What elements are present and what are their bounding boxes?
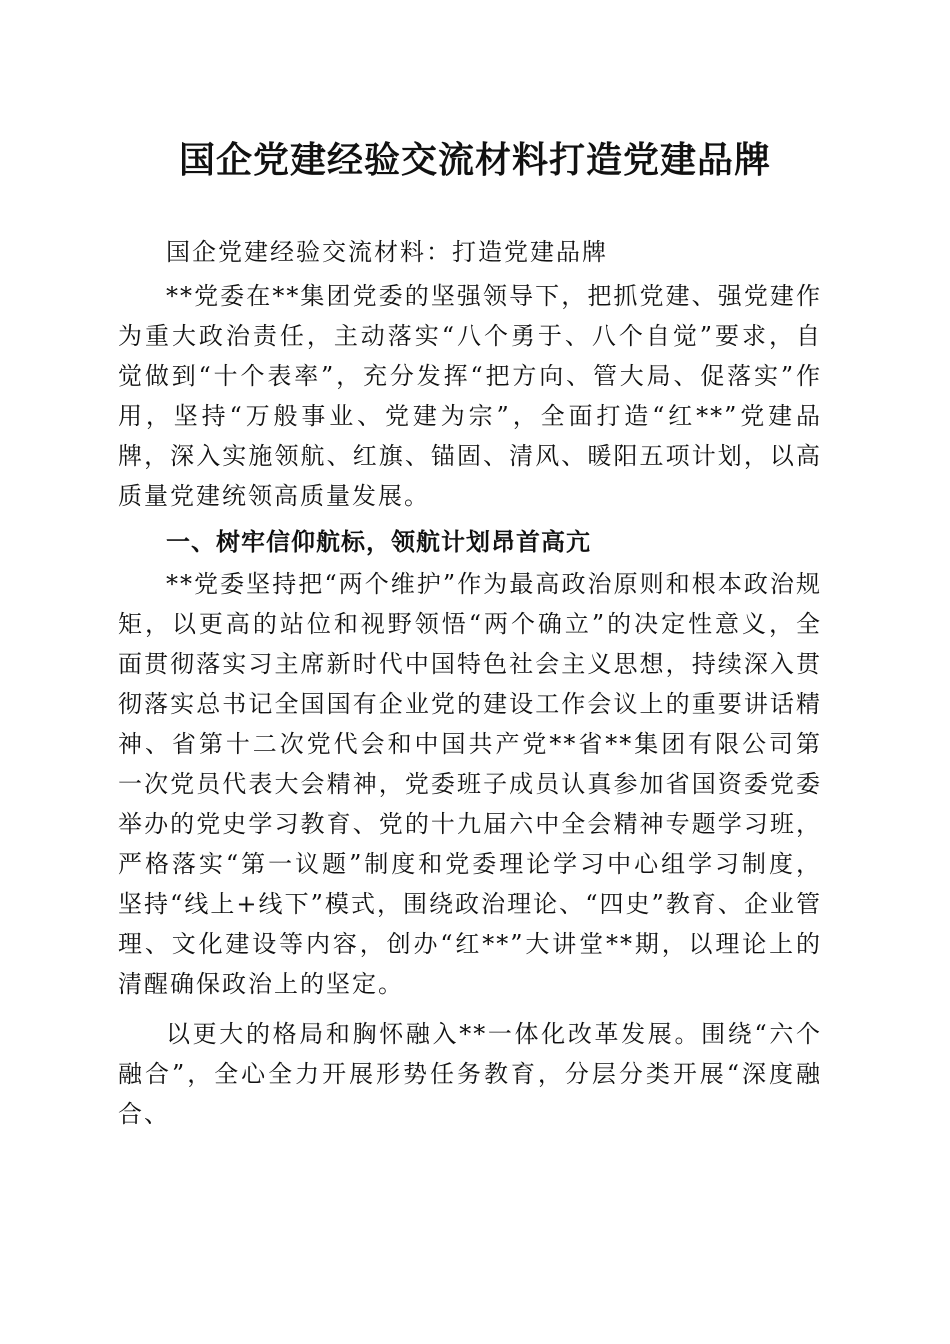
document-title: 国企党建经验交流材料打造党建品牌 [178,139,771,181]
intro-paragraph: **党委在**集团党委的坚强领导下，把抓党建、强党建作为重大政治责任，主动落实“八个勇于、八个自觉”要求，自觉做到“十个表率”，充分发挥“把方向、管大局、促落实”作用，坚持“万般事业、党建为宗”，全面打造“红**”党建品牌，深入实施领航、红旗、锚固、清风、暖阳五项计划，以高质量党建统领高质量发展。 [118,282,822,510]
document-body [118,232,822,1134]
section-heading: 一、树牢信仰航标，领航计划昂首高亢 [166,528,591,556]
document-subtitle: 国企党建经验交流材料：打造党建品牌 [166,238,608,266]
section-paragraph: 以更大的格局和胸怀融入**一体化改革发展。围绕“六个融合”，全心全力开展形势任务教育，分层分类开展“深度融合、 [118,1020,822,1128]
section-paragraph: **党委坚持把“两个维护”作为最高政治原则和根本政治规矩，以更高的站位和视野领悟“两个确立”的决定性意义，全面贯彻落实习主席新时代中国特色社会主义思想，持续深入贯彻落实总书记全国国有企业党的建设工作会议上的重要讲话精神、省第十二次党代会和中国共产党**省**集团有限公司第一次党员代表大会精神，党委班子成员认真参加省国资委党委举办的党史学习教育、党的十九届六中全会精神专题学习班，严格落实“第一议题”制度和党委理论学习中心组学习制度，坚持“线上+线下”模式，围绕政治理论、“四史”教育、企业管理、文化建设等内容，创办“红**”大讲堂**期，以理论上的清醒确保政治上的坚定。 [118,570,822,998]
paragraph-gap [118,1004,822,1014]
